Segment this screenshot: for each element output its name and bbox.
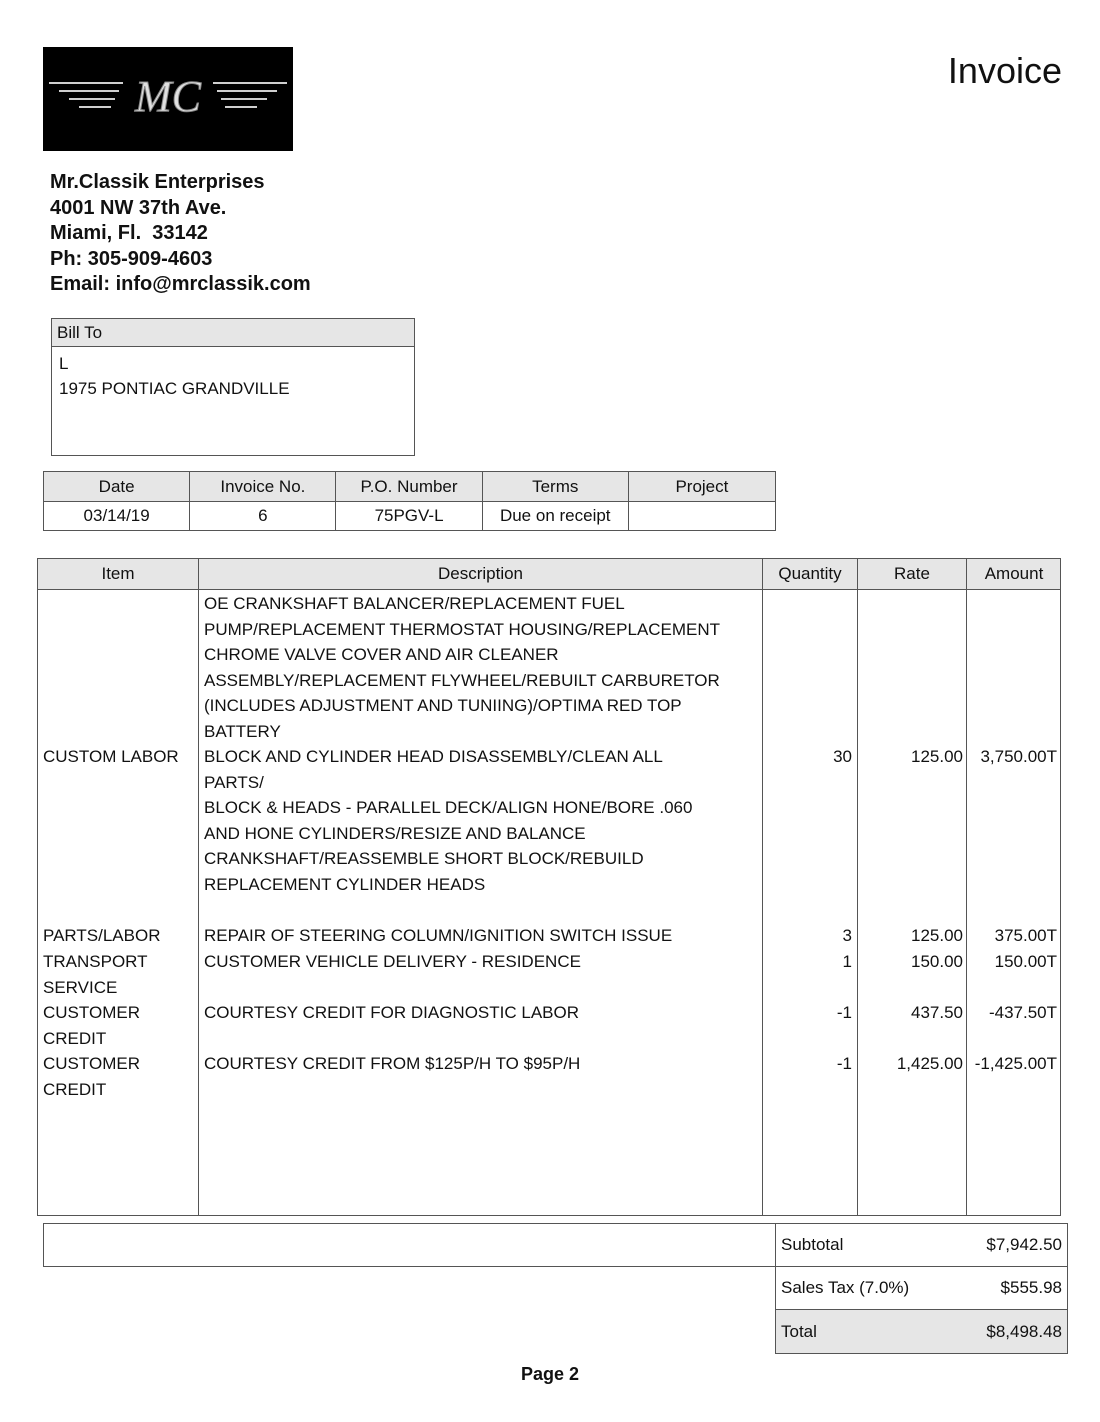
row-quantity: 1: [842, 952, 852, 971]
row-rate: 125.00: [911, 747, 963, 766]
col-header-quantity: Quantity: [778, 564, 842, 583]
row-quantity: -1: [836, 1003, 852, 1022]
bill-to-label: Bill To: [52, 319, 414, 347]
page-number: Page 2: [520, 1364, 580, 1384]
line-items-table: [37, 558, 1061, 1216]
company-logo: [43, 47, 293, 151]
logo-text: MC: [135, 72, 201, 121]
sales-tax-value: $555.98: [1000, 1278, 1062, 1297]
row-amount: 3,750.00T: [980, 747, 1057, 766]
meta-header-invoice-no: Invoice No.: [190, 472, 336, 502]
row-item: CUSTOMER CREDIT: [43, 1003, 140, 1048]
column-divider: [966, 559, 967, 1215]
company-address-line2: Miami, Fl. 33142: [50, 222, 208, 244]
row-quantity: 30: [833, 747, 852, 766]
logo-graphic: [43, 47, 293, 151]
meta-project: [628, 502, 775, 531]
col-header-amount: Amount: [984, 564, 1044, 583]
row-amount: 375.00T: [994, 926, 1057, 945]
row-amount: -1,425.00T: [974, 1054, 1057, 1073]
meta-po-number: 75PGV-L: [336, 502, 482, 531]
row-rate: 150.00: [911, 952, 963, 971]
company-info: [50, 170, 311, 298]
row-item: PARTS/LABOR: [43, 926, 161, 945]
company-email: Email: info@mrclassik.com: [50, 273, 311, 295]
row-rate: 1,425.00: [896, 1054, 963, 1073]
totals-box: [775, 1223, 1068, 1354]
column-divider: [857, 559, 858, 1215]
company-address-line1: 4001 NW 37th Ave.: [50, 196, 227, 219]
row-item: TRANSPORT SERVICE: [43, 952, 148, 997]
row-description: COURTESY CREDIT FROM $125P/H TO $95P/H: [204, 1054, 581, 1073]
row-description: OE CRANKSHAFT BALANCER/REPLACEMENT FUEL PUMP/REPLACEMENT THERMOSTAT HOUSING/REPLACEMENT CHROME VALVE COVER AND AIR CLEANER ASSEMBLY/REPLACEMENT FLYWHEEL/REBUILT CARBURETOR (INCLUDES ADJUSTMENT AND TUNIING)/OPTIMA RED TOP BATTERY: [204, 594, 721, 741]
sales-tax-row: [775, 1266, 1068, 1310]
subtotal-value: $7,942.50: [986, 1235, 1062, 1254]
subtotal-label: Subtotal: [781, 1235, 844, 1254]
row-description: BLOCK AND CYLINDER HEAD DISASSEMBLY/CLEAN ALL PARTS/ BLOCK & HEADS - PARALLEL DECK/ALIGN HONE/BORE .060 AND HONE CYLINDERS/RESIZE AND BALANCE CRANKSHAFT/REASSEMBLE SHORT BLOCK/REBUILD REPLACEMENT CYLINDER HEADS: [204, 747, 693, 894]
column-divider: [762, 559, 763, 1215]
subtotal-row: [775, 1223, 1068, 1267]
column-divider: [198, 559, 199, 1215]
meta-terms: Due on receipt: [482, 502, 628, 531]
meta-date: 03/14/19: [44, 502, 190, 531]
total-value: $8,498.48: [986, 1321, 1062, 1341]
total-label: Total: [781, 1321, 817, 1341]
col-header-rate: Rate: [894, 564, 930, 583]
row-description: COURTESY CREDIT FOR DIAGNOSTIC LABOR: [204, 1003, 580, 1022]
memo-box: [43, 1223, 776, 1267]
col-header-item: Item: [101, 564, 135, 583]
meta-header-project: Project: [628, 472, 775, 502]
invoice-meta-table: [43, 471, 776, 531]
row-rate: 437.50: [911, 1003, 963, 1022]
bill-to-line1: L: [59, 354, 69, 373]
sales-tax-label: Sales Tax (7.0%): [781, 1278, 910, 1297]
bill-to-box: [51, 318, 415, 456]
invoice-title: Invoice: [947, 50, 1062, 91]
col-header-description: Description: [437, 564, 524, 583]
company-phone: Ph: 305-909-4603: [50, 247, 213, 270]
line-items-header: [38, 559, 1060, 590]
meta-invoice-no: 6: [190, 502, 336, 531]
row-amount: -437.50T: [988, 1003, 1057, 1022]
row-amount: 150.00T: [994, 952, 1057, 971]
row-quantity: -1: [836, 1054, 852, 1073]
meta-header-po-number: P.O. Number: [336, 472, 482, 502]
row-description: CUSTOMER VEHICLE DELIVERY - RESIDENCE: [204, 952, 581, 971]
row-item: CUSTOMER CREDIT: [43, 1054, 140, 1099]
row-rate: 125.00: [911, 926, 963, 945]
row-description: REPAIR OF STEERING COLUMN/IGNITION SWITCH ISSUE: [204, 926, 673, 945]
company-name: Mr.Classik Enterprises: [50, 171, 265, 193]
bill-to-line2: 1975 PONTIAC GRANDVILLE: [59, 379, 290, 398]
row-item: CUSTOM LABOR: [43, 747, 179, 766]
meta-header-terms: Terms: [482, 472, 628, 502]
meta-header-date: Date: [44, 472, 190, 502]
row-quantity: 3: [842, 926, 852, 945]
total-row: [775, 1309, 1068, 1354]
